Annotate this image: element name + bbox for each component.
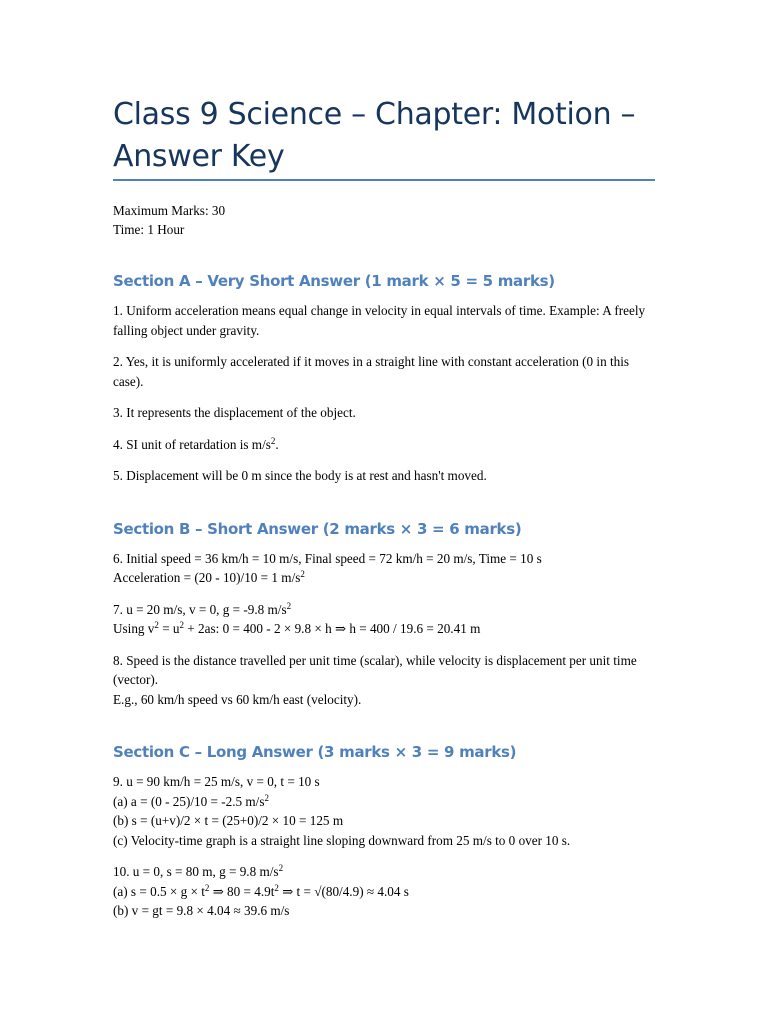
section-c: [113, 739, 658, 921]
answer-line: 2. Yes, it is uniformly accelerated if it moves in a straight line with constant acceleration (0 in this case).: [113, 354, 630, 389]
answer-item: [113, 403, 658, 423]
answer-line: 5. Displacement will be 0 m since the body is at rest and hasn't moved.: [113, 468, 487, 483]
answer-item: [113, 435, 658, 455]
exam-meta: [113, 201, 225, 239]
answer-item: [113, 600, 658, 639]
answer-line: Acceleration = (20 - 10)/10 = 1 $m/s^2$: [113, 569, 305, 585]
section-heading: Section B – Short Answer (2 marks × 3 = 6 marks): [113, 519, 522, 538]
section-heading: Section C – Long Answer (3 marks × 3 = 9 marks): [113, 743, 517, 761]
answer-line: 6. Initial speed = 36 km/h = 10 m/s, Final speed = 72 km/h = 20 m/s, Time = 10 s: [113, 550, 542, 566]
title-underline: [113, 179, 655, 181]
answer-item: [113, 862, 658, 921]
section-a: [113, 268, 658, 486]
answer-line: 8. Speed is the distance travelled per unit time (scalar), while velocity is displacement per unit time (vector).: [113, 652, 637, 687]
answer-line: 10. u = 0, s = 80 m, g = 9.8 $m/s^2$: [113, 863, 284, 879]
answer-line: (a) a = (0 - 25)/10 = -2.5 $m/s^2$: [113, 792, 269, 809]
answer-line: Using $v^2 = u^2 + 2as$: 0 = 400 - 2 × 9.8 × h ⇒ h = 400 / 19.6 = 20.41 m: [113, 620, 481, 636]
answer-line: (c) Velocity-time graph is a straight line sloping downward from 25 m/s to 0 over 10 s.: [113, 832, 571, 848]
answer-line: (b) s = (u+v)/2 × t = (25+0)/2 × 10 = 125 m: [113, 813, 344, 828]
answer-content: [113, 268, 658, 933]
answer-item: [113, 651, 658, 710]
answer-line: 7. u = 20 m/s, v = 0, g = -9.8 $m/s^2$: [113, 600, 292, 617]
answer-item: [113, 466, 658, 486]
answer-item: [113, 549, 658, 588]
answer-item: [113, 772, 658, 850]
maximum-marks: Maximum Marks: 30: [113, 203, 226, 218]
section-b: [113, 516, 658, 710]
answer-item: [113, 352, 658, 391]
section-heading: Section A – Very Short Answer (1 mark × 5 = 5 marks): [113, 272, 555, 290]
answer-line: (b) v = gt = 9.8 × 4.04 ≈ 39.6 m/s: [113, 903, 290, 918]
answer-line: 9. u = 90 km/h = 25 m/s, v = 0, t = 10 s: [113, 774, 320, 789]
answer-line: 1. Uniform acceleration means equal change in velocity in equal intervals of time. Example: A freely falling object under gravity.: [113, 303, 646, 338]
answer-line: 4. SI unit of retardation is $m/s^2$.: [113, 435, 279, 452]
document-title: Class 9 Science – Chapter: Motion – Answer Key: [113, 97, 636, 174]
answer-line: (a) $s = 0.5 \times g \times t^2$ ⇒ $80 = 4.9t^2$ ⇒ t = √(80/4.9) ≈ 4.04 s: [113, 882, 409, 899]
answer-item: [113, 301, 658, 340]
answer-line: 3. It represents the displacement of the object.: [113, 405, 356, 420]
answer-line: E.g., 60 km/h speed vs 60 km/h east (velocity).: [113, 691, 362, 707]
time-allowed: Time: 1 Hour: [113, 222, 185, 237]
